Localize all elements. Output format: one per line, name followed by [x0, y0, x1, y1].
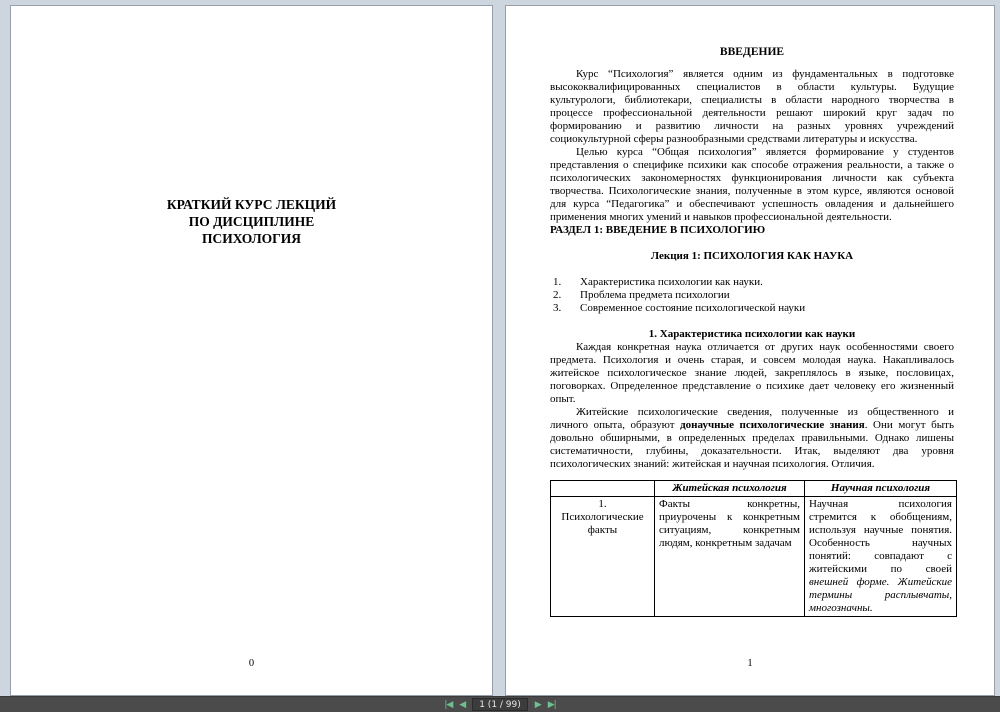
list-item-number: 1.: [553, 276, 562, 288]
emphasized-term: донаучные психологические знания: [680, 419, 865, 431]
paragraph-2: Целью курса “Общая психология” является формирование у студентов представления о специфике психики как способе отражения реальности, а также о психологических закономерностях функционирования личности как субъекта творчества. Психологические знания, полученные в этом курсе, являются основой для курса “Педагогика” и обеспечивают успешность овладения и дальнейшего применения многих умений и навыков профессиональной деятельности.: [550, 146, 954, 223]
paragraph-3: Каждая конкретная наука отличается от других наук особенностями своего предмета. Психология и очень старая, и совсем молодая наука. Накапливалось житейское психологическое знание людей, закреплялось в языке, пословицах, поговорках. Определенное представление о психике дает человеку его жизненный опыт.: [550, 341, 954, 405]
section-heading: РАЗДЕЛ 1: ВВЕДЕНИЕ В ПСИХОЛОГИЮ: [550, 224, 766, 236]
table-cell-scientific: [805, 497, 957, 617]
document-page-left: [10, 5, 493, 696]
lecture-outline-list: [550, 276, 954, 315]
document-page-right: [505, 5, 995, 696]
table-header-row: [551, 481, 957, 497]
row-label-line: 1.: [598, 498, 607, 510]
paragraph-4: [550, 406, 954, 471]
lecture-heading: Лекция 1: ПСИХОЛОГИЯ КАК НАУКА: [650, 250, 854, 262]
introduction-heading: ВВЕДЕНИЕ: [719, 46, 785, 58]
paragraph-1: Курс “Психология” является одним из фундаментальных в подготовке высококвалифицированных специалистов в области культуры. Будущие культурологи, библиотекари, специалисты в области народного творчества в процессе профессиональной деятельности решают широкий круг задач по формированию и развитию личности на разных уровнях учреждений социокультурной сферы разнообразными средствами литературы и искусства.: [550, 68, 954, 145]
cover-title-line: ПСИХОЛОГИЯ: [201, 231, 302, 246]
list-item-text: Проблема предмета психологии: [580, 289, 730, 301]
cover-title: [11, 196, 492, 247]
previous-page-button[interactable]: ◀: [459, 699, 466, 710]
table-cell-everyday: Факты конкретны, приурочены к конкретным ситуациям, конкретным людям, конкретным задачам: [655, 497, 805, 617]
italic-fragment: внешней форме. Житейские термины расплывчаты, многозначны.: [809, 576, 952, 614]
list-item-text: Современное состояние психологической науки: [580, 302, 806, 314]
list-item-text: Характеристика психологии как науки.: [580, 276, 763, 288]
next-page-button[interactable]: ▶: [534, 699, 541, 710]
cover-title-line: ПО ДИСЦИПЛИНЕ: [188, 214, 315, 229]
page-indicator-field[interactable]: 1 (1 / 99): [472, 698, 528, 711]
table-cell-row-label: [551, 497, 655, 617]
page-number-left: 0: [248, 658, 255, 669]
list-item-number: 3.: [553, 302, 562, 314]
table-header-everyday: Житейская психология: [655, 481, 805, 497]
cover-title-line: КРАТКИЙ КУРС ЛЕКЦИЙ: [166, 197, 337, 212]
list-item: [550, 302, 954, 315]
document-content: [506, 6, 994, 617]
text-fragment: . Они могут быть довольно обширными, в определенных пределах правильными. Однако лишены систематичности, глубины, доказательности. Итак, выделяют два уровня психологических знаний: житейская и научная психология. Отличия.: [550, 419, 954, 470]
list-item: [550, 276, 954, 289]
text-fragment: Научная психология стремится к обобщениям, используя научные понятия. Особенность научных понятий: совпадают с житейскими по своей: [809, 498, 952, 575]
last-page-button[interactable]: ▶|: [547, 699, 556, 710]
table-row: [551, 497, 957, 617]
text-fragment: Житейские психологические сведения, полученные из общественного и личного опыта, образуют: [550, 406, 954, 431]
row-label-line: факты: [587, 524, 618, 536]
viewer-toolbar: [0, 696, 1000, 712]
subsection-heading: 1. Характеристика психологии как науки: [648, 328, 856, 340]
comparison-table: [550, 480, 957, 617]
list-item-number: 2.: [553, 289, 562, 301]
table-header-scientific: Научная психология: [805, 481, 957, 497]
row-label-line: Психологические: [561, 511, 644, 523]
list-item: [550, 289, 954, 302]
page-number-right: 1: [747, 658, 753, 669]
first-page-button[interactable]: |◀: [444, 699, 453, 710]
table-header-cell-empty: [551, 481, 655, 497]
